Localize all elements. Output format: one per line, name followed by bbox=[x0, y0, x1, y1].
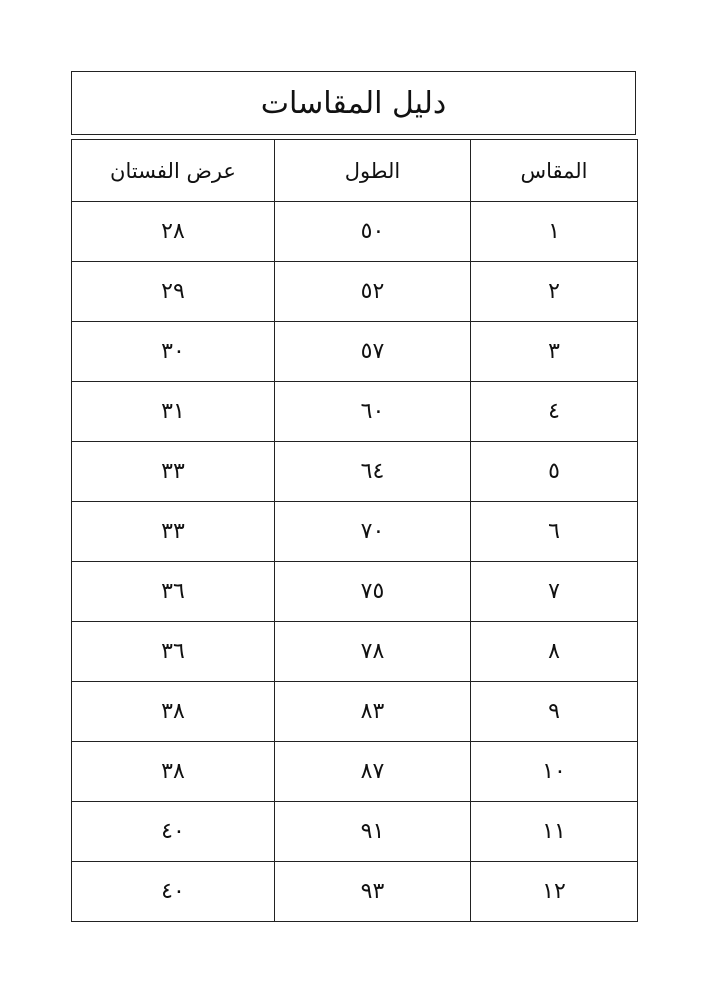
cell-size: ١٢ bbox=[471, 862, 638, 922]
table-row bbox=[72, 322, 638, 382]
cell-dress-width: ٢٩ bbox=[72, 262, 275, 322]
cell-size: ٤ bbox=[471, 382, 638, 442]
cell-dress-width: ٣٦ bbox=[72, 562, 275, 622]
cell-length: ٧٥ bbox=[275, 562, 471, 622]
table-row bbox=[72, 862, 638, 922]
header-dress-width: عرض الفستان bbox=[72, 140, 275, 202]
cell-length: ٥٢ bbox=[275, 262, 471, 322]
cell-size: ١ bbox=[471, 202, 638, 262]
cell-dress-width: ٢٨ bbox=[72, 202, 275, 262]
table-row bbox=[72, 742, 638, 802]
table-header-row bbox=[72, 140, 638, 202]
page-title: دليل المقاسات bbox=[71, 71, 636, 135]
cell-dress-width: ٣٣ bbox=[72, 442, 275, 502]
table-body bbox=[72, 202, 638, 922]
cell-size: ١١ bbox=[471, 802, 638, 862]
table-row bbox=[72, 262, 638, 322]
header-length: الطول bbox=[275, 140, 471, 202]
cell-length: ٦٤ bbox=[275, 442, 471, 502]
cell-size: ٢ bbox=[471, 262, 638, 322]
cell-dress-width: ٣٨ bbox=[72, 682, 275, 742]
cell-length: ٧٠ bbox=[275, 502, 471, 562]
table-row bbox=[72, 562, 638, 622]
cell-length: ٥٠ bbox=[275, 202, 471, 262]
cell-size: ٥ bbox=[471, 442, 638, 502]
table-row bbox=[72, 382, 638, 442]
cell-length: ٩٣ bbox=[275, 862, 471, 922]
cell-length: ٨٣ bbox=[275, 682, 471, 742]
cell-length: ٩١ bbox=[275, 802, 471, 862]
cell-dress-width: ٣٦ bbox=[72, 622, 275, 682]
cell-dress-width: ٣٨ bbox=[72, 742, 275, 802]
cell-dress-width: ٣١ bbox=[72, 382, 275, 442]
table-row bbox=[72, 202, 638, 262]
table-row bbox=[72, 802, 638, 862]
cell-length: ٨٧ bbox=[275, 742, 471, 802]
cell-length: ٧٨ bbox=[275, 622, 471, 682]
table-row bbox=[72, 682, 638, 742]
cell-length: ٦٠ bbox=[275, 382, 471, 442]
cell-size: ٧ bbox=[471, 562, 638, 622]
cell-size: ٣ bbox=[471, 322, 638, 382]
cell-dress-width: ٤٠ bbox=[72, 802, 275, 862]
cell-size: ٨ bbox=[471, 622, 638, 682]
table-row bbox=[72, 622, 638, 682]
cell-dress-width: ٣٣ bbox=[72, 502, 275, 562]
cell-length: ٥٧ bbox=[275, 322, 471, 382]
table-row bbox=[72, 502, 638, 562]
cell-size: ٦ bbox=[471, 502, 638, 562]
cell-dress-width: ٤٠ bbox=[72, 862, 275, 922]
size-guide-table bbox=[71, 139, 638, 922]
header-size: المقاس bbox=[471, 140, 638, 202]
cell-size: ٩ bbox=[471, 682, 638, 742]
cell-dress-width: ٣٠ bbox=[72, 322, 275, 382]
cell-size: ١٠ bbox=[471, 742, 638, 802]
table-row bbox=[72, 442, 638, 502]
